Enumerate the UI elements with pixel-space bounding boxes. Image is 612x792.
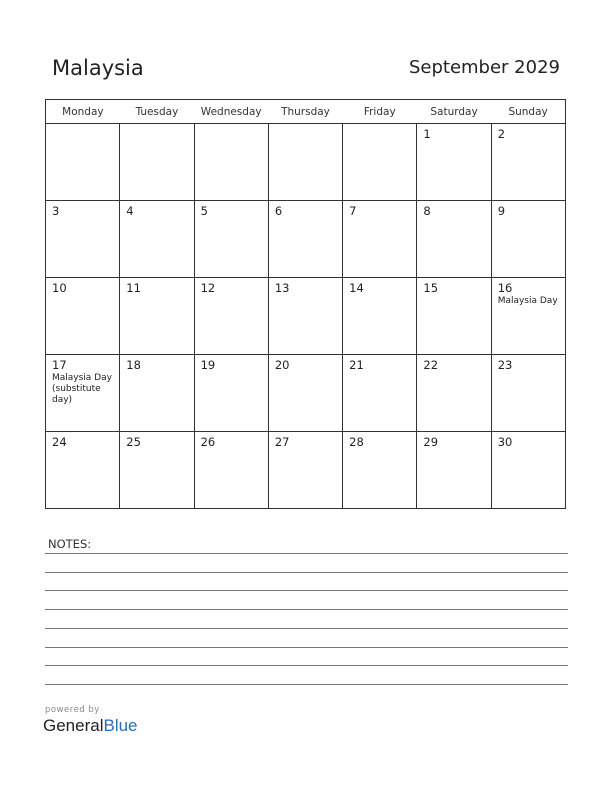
powered-by-text: powered by [45,705,100,715]
day-cell [268,124,342,201]
day-cell [491,432,565,509]
notes-line [45,647,568,648]
calendar-grid [45,99,566,509]
day-cell [491,124,565,201]
day-cell [417,124,491,201]
day-number: 5 [200,204,208,218]
day-number: 18 [126,358,141,372]
day-cell [194,432,268,509]
notes-line [45,609,568,610]
day-cell [491,355,565,432]
day-cell [194,124,268,201]
day-number: 13 [274,281,290,295]
day-number: 1 [423,127,431,141]
weekday-wednesday: Wednesday [194,100,268,124]
day-number: 12 [200,281,216,295]
notes-line [45,665,568,666]
day-cell [194,201,268,278]
weekday-sunday: Sunday [491,100,565,124]
day-cell [417,355,491,432]
holiday-label: Malaysia Day (substitute day) [52,373,112,405]
day-cell [343,201,417,278]
notes-line [45,572,568,573]
day-cell [491,278,565,355]
day-cell [343,432,417,509]
day-number: 29 [423,435,439,449]
day-number: 8 [423,204,431,218]
logo-general: General [43,716,104,735]
notes-line [45,684,568,685]
day-number: 10 [52,281,67,295]
day-cell [268,201,342,278]
day-number: 14 [349,281,364,295]
day-cell [46,201,120,278]
notes-line [45,628,568,629]
day-number: 15 [423,281,439,295]
day-number: 9 [497,204,506,218]
day-cell [343,355,417,432]
calendar-week-row [46,355,566,432]
day-cell [417,201,491,278]
day-cell [343,124,417,201]
day-number: 22 [423,358,439,372]
day-number: 28 [349,435,364,449]
day-cell [491,201,565,278]
day-number: 17 [52,358,67,372]
day-cell [268,355,342,432]
notes-line [45,590,568,591]
day-number: 19 [200,358,216,372]
day-cell [343,278,417,355]
day-number: 6 [274,204,283,218]
calendar-week-row [46,432,566,509]
calendar-week-row [46,124,566,201]
day-cell [120,124,194,201]
day-cell [268,278,342,355]
day-number: 4 [126,204,134,218]
weekday-saturday: Saturday [417,100,491,124]
day-number: 25 [126,435,141,449]
day-number: 27 [274,435,290,449]
generalblue-logo [43,716,138,736]
day-number: 24 [52,435,67,449]
day-number: 11 [126,281,141,295]
country-title: Malaysia [52,56,144,80]
day-cell [194,278,268,355]
day-cell [417,432,491,509]
weekday-tuesday: Tuesday [120,100,194,124]
day-cell [46,124,120,201]
day-cell [46,278,120,355]
day-cell [120,355,194,432]
calendar-week-row [46,278,566,355]
logo-blue: Blue [103,716,138,735]
day-cell [46,432,120,509]
weekday-friday: Friday [343,100,417,124]
day-number: 23 [497,358,513,372]
weekday-header-row [46,100,566,124]
day-cell [120,278,194,355]
day-cell [268,432,342,509]
day-number: 2 [497,127,506,141]
day-cell [417,278,491,355]
day-number: 16 [497,281,513,295]
calendar-body [46,124,566,509]
day-number: 3 [52,204,60,218]
weekday-monday: Monday [46,100,120,124]
notes-label: NOTES: [48,537,92,551]
day-number: 20 [274,358,290,372]
day-number: 26 [200,435,216,449]
day-number: 30 [497,435,513,449]
month-title: September 2029 [408,57,560,78]
day-number: 7 [349,204,357,218]
day-cell [120,201,194,278]
day-cell [46,355,120,432]
weekday-thursday: Thursday [268,100,342,124]
day-number: 21 [349,358,364,372]
day-cell [120,432,194,509]
day-cell [194,355,268,432]
holiday-label: Malaysia Day [497,296,558,306]
notes-line [45,553,568,554]
calendar-week-row [46,201,566,278]
